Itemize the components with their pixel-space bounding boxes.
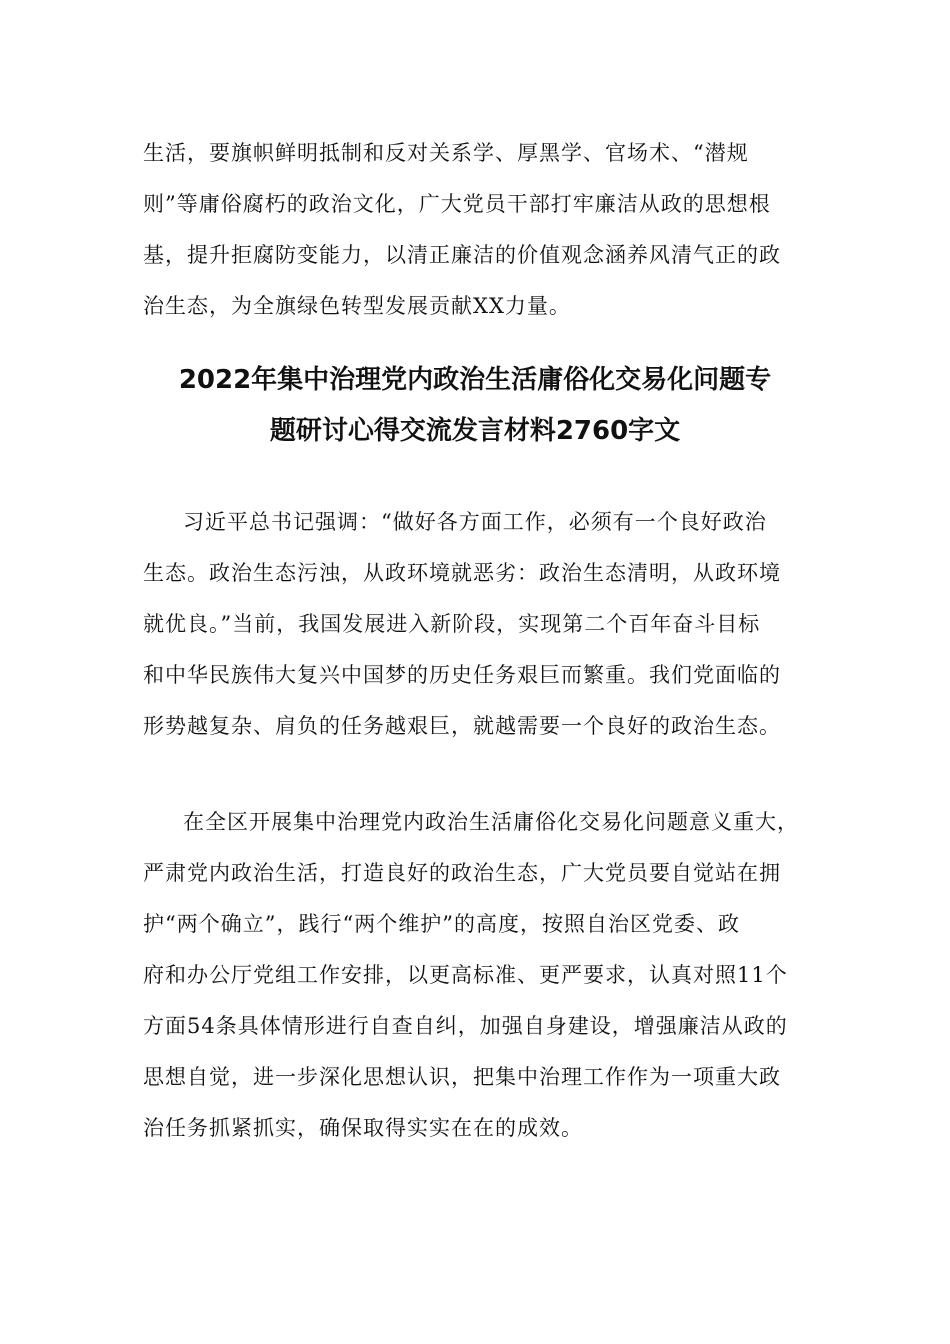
paragraph-line: 则”等庸俗腐朽的政治文化，广大党员干部打牢廉洁从政的思想根 [143, 192, 771, 216]
paragraph-line: 在全区开展集中治理党内政治生活庸俗化交易化问题意义重大， [183, 810, 799, 834]
paragraph-line: 生态。政治生态污浊，从政环境就恶劣：政治生态清明，从政环境 [143, 561, 781, 585]
paragraph-line: 护“两个确立”，践行“两个维护”的高度，按照自治区党委、政 [143, 912, 740, 936]
paragraph-line: 治生态，为全旗绿色转型发展贡献XX力量。 [143, 294, 571, 318]
paragraph-line: 基，提升拒腐防变能力，以清正廉洁的价值观念涵养风清气正的政 [143, 243, 781, 267]
title-line: 题研讨心得交流发言材料2760字文 [269, 416, 681, 446]
document-title [100, 355, 850, 457]
paragraph-line: 严肃党内政治生活，打造良好的政治生态，广大党员要自觉站在拥 [143, 861, 781, 885]
paragraph-line: 就优良。”当前，我国发展进入新阶段，实现第二个百年奋斗目标 [143, 612, 761, 636]
paragraph-line: 思想自觉，进一步深化思想认识，把集中治理工作作为一项重大政 [143, 1065, 781, 1089]
paragraph-2 [143, 797, 813, 1154]
paragraph-1 [143, 497, 813, 752]
paragraph-line: 和中华民族伟大复兴中国梦的历史任务艰巨而繁重。我们党面临的 [143, 663, 781, 687]
paragraph-line: 生活，要旗帜鲜明抵制和反对关系学、厚黑学、官场术、“潜规 [143, 141, 749, 165]
title-line: 2022年集中治理党内政治生活庸俗化交易化问题专 [178, 365, 772, 395]
paragraph-line: 府和办公厅党组工作安排，以更高标准、更严要求，认真对照11个 [143, 963, 788, 987]
paragraph-line: 治任务抓紧抓实，确保取得实实在在的成效。 [143, 1116, 583, 1140]
paragraph-line: 习近平总书记强调：“做好各方面工作，必须有一个良好政治 [183, 510, 767, 534]
paragraph-line: 形势越复杂、肩负的任务越艰巨，就越需要一个良好的政治生态。 [143, 714, 781, 738]
paragraph-line: 方面54条具体情形进行自查自纠，加强自身建设，增强廉洁从政的 [143, 1014, 788, 1038]
continued-paragraph [143, 128, 813, 332]
